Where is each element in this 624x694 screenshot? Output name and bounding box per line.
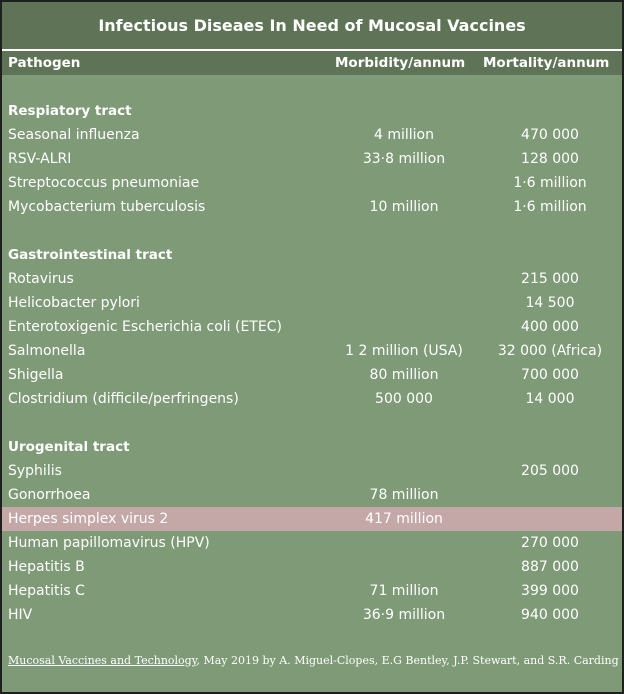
source-citation (8, 654, 619, 667)
morbidity-cell: 1 2 million (USA) (345, 343, 463, 359)
pathogen-cell: Herpes simplex virus 2 (8, 511, 169, 527)
section-heading: Urogenital tract (8, 439, 130, 455)
pathogen-cell: Hepatitis B (8, 559, 85, 575)
table-row (2, 267, 622, 291)
table-row (2, 171, 622, 195)
pathogen-cell: Helicobacter pylori (8, 295, 140, 311)
mortality-cell: 940 000 (521, 607, 579, 623)
pathogen-cell: Enterotoxigenic Escherichia coli (ETEC) (8, 319, 282, 335)
pathogen-cell: HIV (8, 607, 33, 623)
mortality-cell: 399 000 (521, 583, 579, 599)
morbidity-cell: 4 million (374, 127, 434, 143)
morbidity-cell: 33·8 million (362, 151, 446, 167)
morbidity-cell: 80 million (369, 367, 439, 383)
morbidity-cell: 71 million (369, 583, 439, 599)
pathogen-cell: Mycobacterium tuberculosis (8, 199, 206, 215)
table-row (2, 387, 622, 411)
table-row (2, 579, 622, 603)
citation-details: , May 2019 by A. Miguel-Clopes, E.G Bentley, J.P. Stewart, and S.R. Carding (196, 654, 619, 667)
pathogen-cell: Syphilis (8, 463, 62, 479)
table-row (2, 123, 622, 147)
mortality-cell: 128 000 (521, 151, 579, 167)
pathogen-cell: Hepatitis C (8, 583, 85, 599)
table-row (2, 195, 622, 219)
mortality-cell: 14 500 (525, 295, 575, 311)
citation-title: Mucosal Vaccines and Technology (8, 654, 197, 667)
mortality-cell: 14 000 (525, 391, 575, 407)
mortality-cell: 270 000 (521, 535, 579, 551)
table-row (2, 531, 622, 555)
pathogen-cell: RSV-ALRI (8, 151, 72, 167)
mortality-cell: 215 000 (521, 271, 579, 287)
mortality-cell: 32 000 (Africa) (497, 343, 603, 359)
morbidity-cell: 78 million (369, 487, 439, 503)
table-row (2, 291, 622, 315)
mortality-cell: 1·6 million (513, 199, 587, 215)
pathogen-cell: Shigella (8, 367, 64, 383)
column-header-pathogen: Pathogen (8, 55, 81, 71)
mortality-cell: 700 000 (521, 367, 579, 383)
morbidity-cell: 36·9 million (362, 607, 446, 623)
pathogen-cell: Salmonella (8, 343, 86, 359)
table-row (2, 507, 622, 531)
pathogen-cell: Streptococcus pneumoniae (8, 175, 200, 191)
morbidity-cell: 500 000 (375, 391, 433, 407)
table-row (2, 555, 622, 579)
column-header-mortality: Mortality/annum (483, 55, 610, 71)
table-row (2, 315, 622, 339)
pathogen-cell: Rotavirus (8, 271, 74, 287)
table-row (2, 339, 622, 363)
pathogen-cell: Gonorrhoea (8, 487, 91, 503)
section-heading: Gastrointestinal tract (8, 247, 173, 263)
pathogen-cell: Seasonal influenza (8, 127, 140, 143)
table-title: Infectious Diseaes In Need of Mucosal Vaccines (2, 2, 622, 51)
column-header-morbidity: Morbidity/annum (335, 55, 466, 71)
table-row (2, 459, 622, 483)
table-row (2, 603, 622, 627)
morbidity-cell: 417 million (365, 511, 443, 527)
pathogen-cell: Clostridium (difficile/perfringens) (8, 391, 239, 407)
mortality-cell: 470 000 (521, 127, 579, 143)
table-row (2, 147, 622, 171)
mortality-cell: 887 000 (521, 559, 579, 575)
table-row (2, 363, 622, 387)
mortality-cell: 1·6 million (513, 175, 587, 191)
table-row (2, 483, 622, 507)
pathogen-cell: Human papillomavirus (HPV) (8, 535, 210, 551)
section-heading: Respiatory tract (8, 103, 132, 119)
mortality-cell: 205 000 (521, 463, 579, 479)
mortality-cell: 400 000 (521, 319, 579, 335)
column-header-row (2, 51, 622, 75)
morbidity-cell: 10 million (369, 199, 439, 215)
